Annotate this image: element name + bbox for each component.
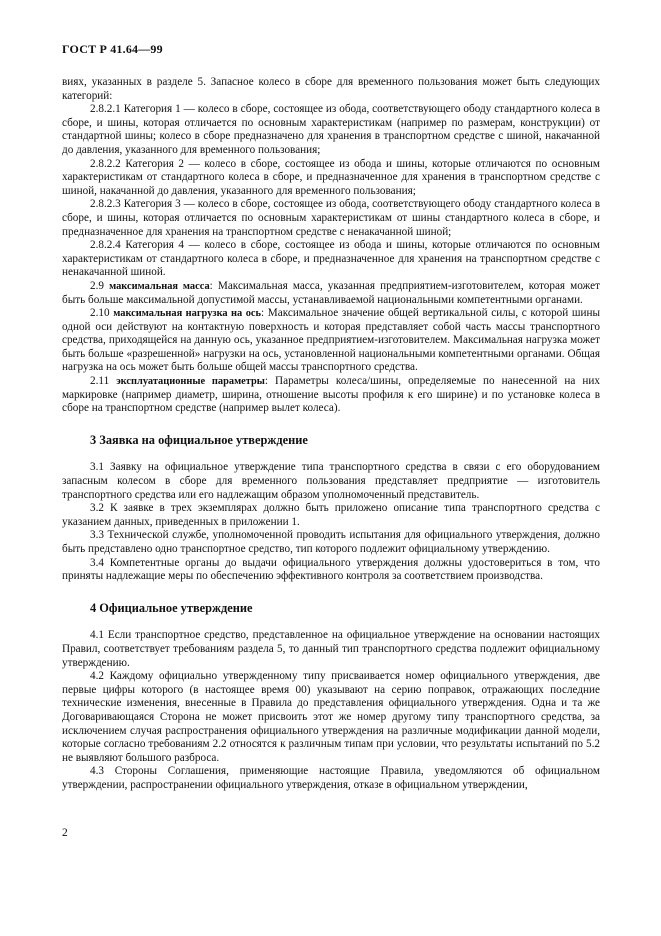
definition-term: максимальная масса xyxy=(109,280,210,292)
definition-2-10 xyxy=(62,307,600,375)
paragraph-continuation: виях, указанных в разделе 5. Запасное колесо в сборе для временного пользования может быть следующих категорий: xyxy=(62,76,600,102)
paragraph-2-8-2-3: 2.8.2.3 Категория 3 — колесо в сборе, состоящее из обода, соответствующего ободу стандартного колеса в сборе, и шины, которая отличается по основным характеристикам от шины стандартного колеса в сборе, и предназначенное для хранения на транспортном средстве с ненакачанной шиной; xyxy=(62,198,600,238)
definition-number: 2.11 xyxy=(90,375,117,388)
document-header: ГОСТ Р 41.64—99 xyxy=(62,42,163,56)
definition-text: : Максимальное значение общей вертикальной силы, с которой шины одной оси действуют на контактную поверхность и которая представляет собой часть массы транспортного средства, приходящейся на данную ось, указанное предприятием-изготовителем. Максимальная нагрузка может быть больше «разрешенной» нагрузки на ось, установленной национальными компетентными органами. Общая нагрузка на ось может быть больше общей массы транспортного средства. xyxy=(62,307,601,374)
paragraph-2-8-2-2: 2.8.2.2 Категория 2 — колесо в сборе, состоящее из обода и шины, которые отличаются по основным характеристикам от стандартного колеса в сборе, и предназначенное для хранения в транспортном средстве с шиной, накачанной до давления, указанного для временного пользования; xyxy=(62,157,600,197)
definition-number: 2.9 xyxy=(90,279,110,292)
page-number: 2 xyxy=(62,827,68,839)
section-3-heading: 3 Заявка на официальное утверждение xyxy=(90,432,308,447)
document-body xyxy=(62,76,600,793)
definition-2-9 xyxy=(62,280,600,307)
paragraph-3-2: 3.2 К заявке в трех экземплярах должно быть приложено описание типа транспортного средства с указанием данных, приведенных в приложении 1. xyxy=(62,502,600,528)
section-4-heading: 4 Официальное утверждение xyxy=(90,600,253,615)
definition-text: : Максимальная масса, указанная предприятием-изготовителем, которая может быть больше максимальной допустимой массы, устанавливаемой национальными компетентными органами. xyxy=(62,279,600,306)
definition-2-11 xyxy=(62,375,600,416)
paragraph-3-3: 3.3 Технической службе, уполномоченной проводить испытания для официального утверждения, должно быть представлено одно транспортное средство, тип которого подлежит официальному утверждению. xyxy=(62,529,600,555)
paragraph-2-8-2-4: 2.8.2.4 Категория 4 — колесо в сборе, состоящее из обода и шины, которые отличаются по основным характеристикам от стандартного колеса в сборе, и предназначенное для хранения на транспортном средстве с ненакачанной шиной. xyxy=(62,239,600,279)
paragraph-2-8-2-1: 2.8.2.1 Категория 1 — колесо в сборе, состоящее из обода, соответствующего ободу стандартного колеса в сборе, и шины, которая отличается по основным характеристикам (например по размерам, конструкции) от стандартной шины; колесо в сборе предназначено для хранения в транспортном средстве с шиной, накачанной до давления, указанного для временного пользования; xyxy=(62,103,600,156)
definition-text: : Параметры колеса/шины, определяемые по нанесенной на них маркировке (например диаметр, ширина, отношение высоты профиля к его ширине) и по установке колеса в сборе на транспортном средстве (например вылет колеса). xyxy=(62,375,600,415)
definition-term: максимальная нагрузка на ось xyxy=(113,308,262,320)
paragraph-4-1: 4.1 Если транспортное средство, представленное на официальное утверждение на основании настоящих Правил, соответствует требованиям раздела 5, то данный тип транспортного средства подлежит официальному утверждению. xyxy=(62,629,600,669)
paragraph-3-1: 3.1 Заявку на официальное утверждение типа транспортного средства в связи с его оборудованием запасным колесом в сборе для временного пользования представляет предприятие — изготовитель транспортного средства или его надлежащим образом уполномоченный представитель. xyxy=(62,461,600,501)
definition-number: 2.10 xyxy=(90,307,114,320)
definition-term: эксплуатационные параметры xyxy=(116,376,265,388)
paragraph-4-2: 4.2 Каждому официально утвержденному типу присваивается номер официального утверждения, две первые цифры которого (в настоящее время 00) указывают на серию поправок, отражающих последние технические изменения, внесенные в Правила до представления официального утверждения. Одна и та же Договаривающаяся Сторона не может присвоить этот же номер другому типу транспортного средства, за исключением случая распространения официального утверждения на различные модификации данной модели, которые согласно требованиям 2.2 относятся к различным типам при условии, что результаты испытаний по 5.2 не выявляют большого разброса. xyxy=(62,670,600,764)
paragraph-4-3: 4.3 Стороны Соглашения, применяющие настоящие Правила, уведомляются об официальном утверждении, распространении официального утверждения, отказе в официальном утверждении, xyxy=(62,765,600,791)
paragraph-3-4: 3.4 Компетентные органы до выдачи официального утверждения должны удостовериться в том, что приняты надлежащие меры по обеспечению эффективного контроля за соответствием производства. xyxy=(62,556,600,583)
